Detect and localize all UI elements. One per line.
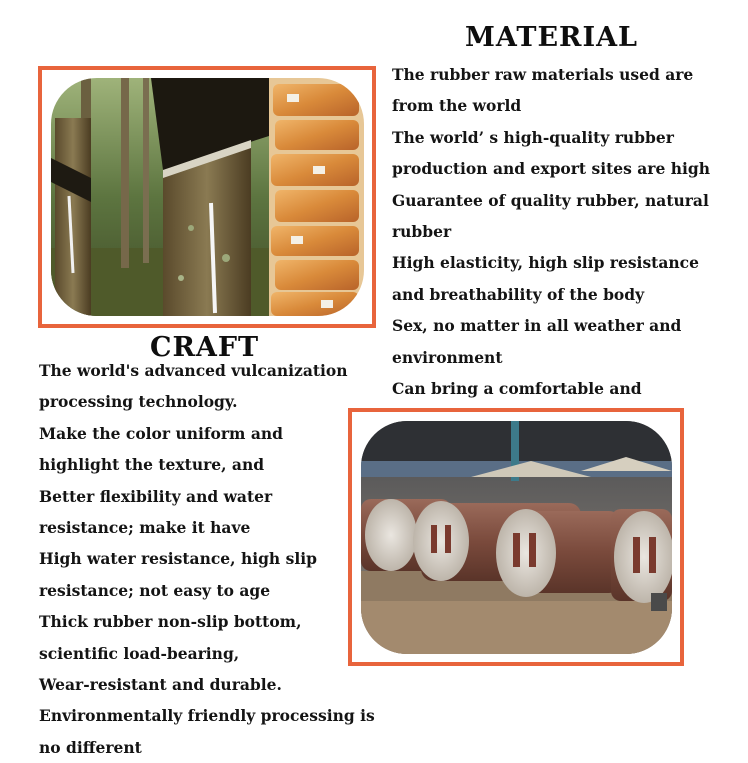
material-line: rubber bbox=[392, 222, 452, 242]
material-line: from the world bbox=[392, 96, 522, 116]
material-line: environment bbox=[392, 347, 503, 367]
craft-line: Environmentally friendly processing is bbox=[39, 706, 375, 726]
craft-photo-frame bbox=[348, 408, 684, 666]
craft-line: Better flexibility and water bbox=[39, 486, 273, 506]
craft-line: Wear-resistant and durable. bbox=[39, 675, 282, 695]
material-line: Can bring a comfortable and bbox=[392, 379, 642, 399]
craft-line: Thick rubber non-slip bottom, bbox=[39, 612, 302, 632]
craft-line: The world's advanced vulcanization bbox=[39, 361, 348, 380]
craft-line: Make the color uniform and bbox=[39, 423, 283, 443]
craft-line: resistance; make it have bbox=[39, 518, 251, 538]
material-line: and breathability of the body bbox=[392, 284, 645, 304]
craft-heading: CRAFT bbox=[150, 332, 260, 363]
material-line: Guarantee of quality rubber, natural bbox=[392, 190, 709, 210]
material-line: High elasticity, high slip resistance bbox=[392, 253, 699, 273]
craft-line: highlight the texture, and bbox=[39, 455, 265, 475]
craft-line: no different bbox=[39, 737, 142, 757]
craft-description bbox=[39, 355, 375, 763]
material-heading: MATERIAL bbox=[465, 22, 639, 53]
rubber-plantation-illustration bbox=[51, 78, 364, 316]
material-photo-frame bbox=[38, 66, 376, 328]
craft-line: scientific load-bearing, bbox=[39, 643, 240, 663]
rubber-plantation-photo bbox=[51, 78, 364, 316]
craft-line: resistance; not easy to age bbox=[39, 580, 271, 600]
material-line: The rubber raw materials used are bbox=[392, 65, 694, 84]
material-description bbox=[392, 59, 710, 404]
material-line: Sex, no matter in all weather and bbox=[392, 316, 682, 336]
vulcanization-tanks-photo bbox=[361, 421, 672, 654]
craft-line: processing technology. bbox=[39, 392, 238, 412]
material-line: production and export sites are high bbox=[392, 159, 710, 179]
material-line: The world’ s high-quality rubber bbox=[392, 127, 674, 147]
vulcanization-tanks-illustration bbox=[361, 421, 672, 654]
craft-line: High water resistance, high slip bbox=[39, 549, 317, 569]
